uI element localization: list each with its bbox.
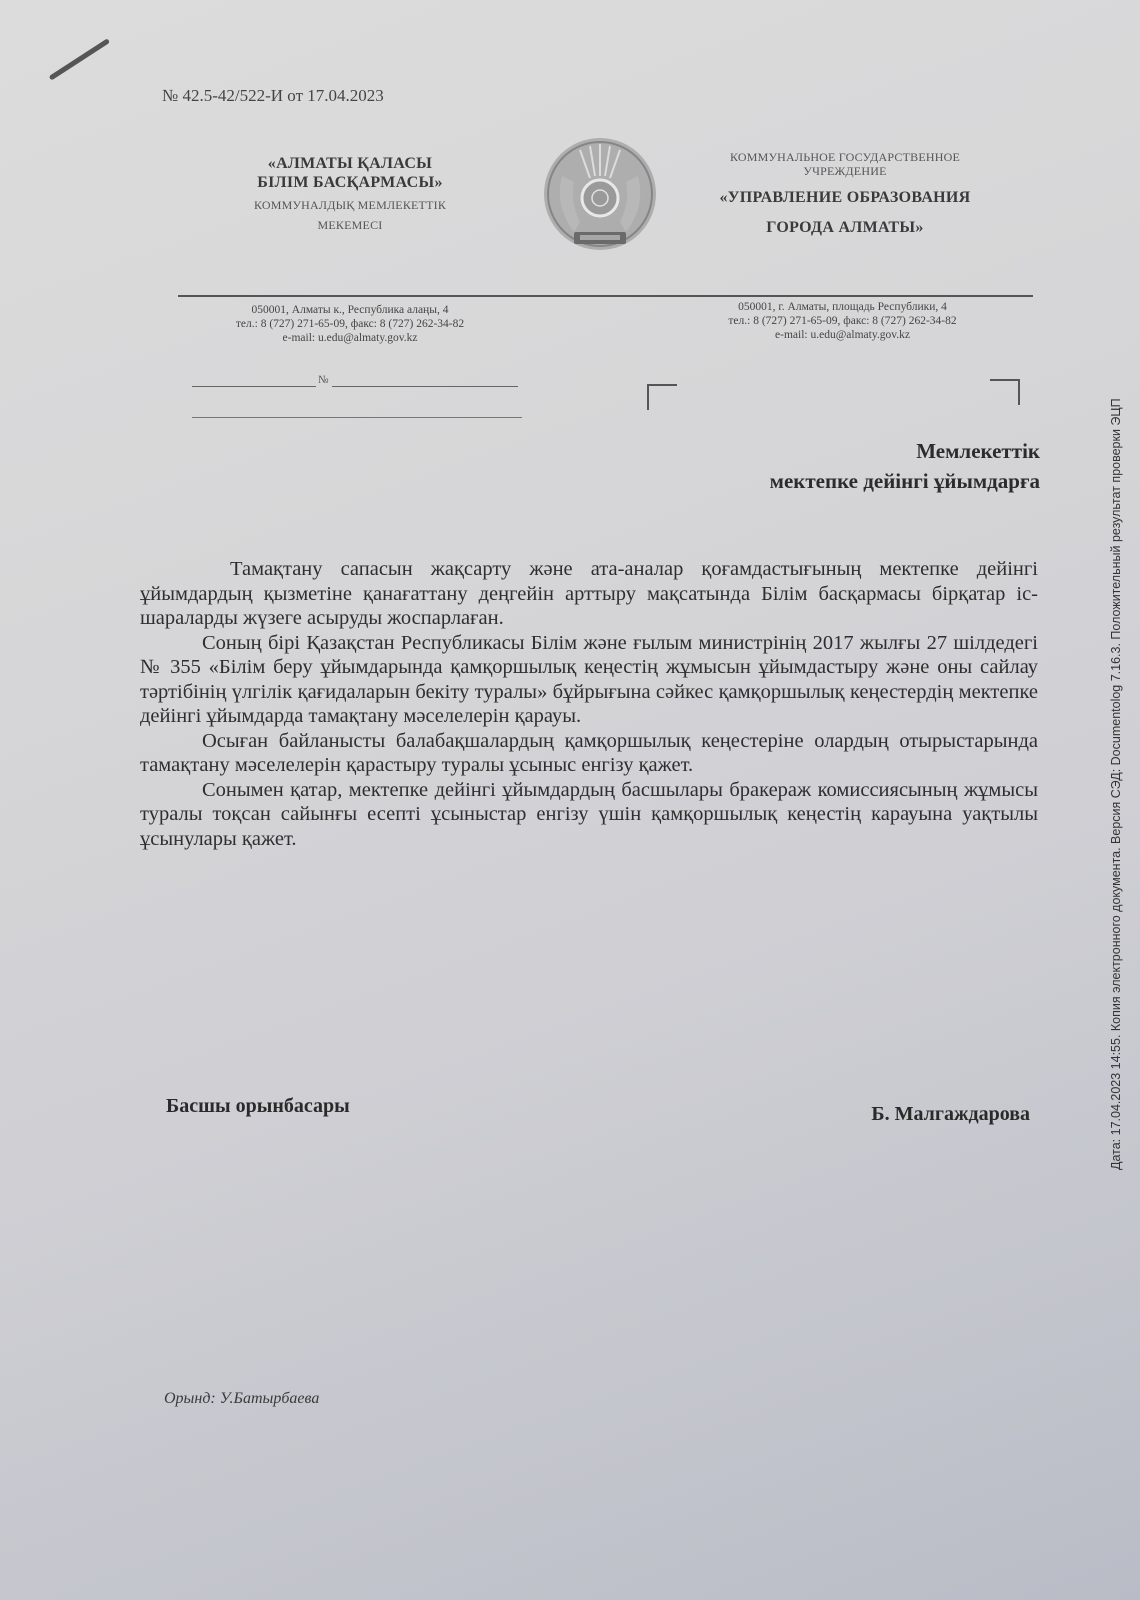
- letter-body: [140, 557, 1038, 851]
- address-block-kz: [195, 303, 505, 345]
- body-paragraph: Осыған байланысты балабақшалардың қамқоршылық кеңестеріне олардың отырыстарында тамақтану мәселелерін қарастыру туралы ұсыныс енгізу қажет.: [140, 729, 1038, 776]
- phone-kz: тел.: 8 (727) 271-65-09, факс: 8 (727) 262-34-82: [235, 318, 465, 330]
- address-corner-top-left: [647, 384, 677, 410]
- address-ru: 050001, г. Алматы, площадь Республики, 4: [738, 301, 947, 313]
- header-divider: [178, 295, 1033, 297]
- edms-verification-stamp: Дата: 17.04.2023 14:55. Копия электронного документа. Версия СЭД: Documentolog 7.16.3. Положительный результат проверки ЭЦП: [1109, 398, 1123, 1170]
- header-right-russian: [685, 150, 1005, 238]
- address-kz: 050001, Алматы к., Республика алаңы, 4: [251, 304, 449, 316]
- address-block-ru: [685, 300, 1000, 342]
- org-name-kz-line2: БІЛІМ БАСҚАРМАСЫ»: [257, 174, 443, 191]
- registration-number-label: №: [318, 374, 329, 386]
- registration-number-line: [192, 376, 522, 388]
- body-paragraph: Сонымен қатар, мектепке дейінгі ұйымдардың басшылары бракераж комиссиясының жұмысы туралы тоқсан сайынғы есепті ұсыныстар енгізу үшін қамқоршылық кеңестің карауына уақтылы ұсынулары қажет.: [140, 778, 1038, 850]
- executor-note: Орынд: У.Батырбаева: [164, 1390, 320, 1407]
- document-reference-number: № 42.5-42/522-И от 17.04.2023: [162, 86, 384, 105]
- signatory-title: Басшы орынбасары: [166, 1095, 350, 1117]
- org-type-ru-line1: КОММУНАЛЬНОЕ ГОСУДАРСТВЕННОЕ: [729, 150, 961, 164]
- addressee: [770, 436, 1040, 496]
- org-type-kz-line2: МЕКЕМЕСІ: [317, 218, 383, 232]
- registration-number-blank: [332, 386, 518, 387]
- phone-ru: тел.: 8 (727) 271-65-09, факс: 8 (727) 262-34-82: [728, 315, 957, 327]
- body-paragraph: Соның бірі Қазақстан Республикасы Білім және ғылым министрінің 2017 жылғы 27 шілдедегі № 355 «Білім беру ұйымдарында қамқоршылық кеңестің жұмысын ұйымдастыру және оны сайлау тәртібінің үлгілік қағидаларын бекіту туралы» бұйрығына сәйкес қамқоршылық кеңестердің мектепке дейінгі ұйымдарда тамақтану мәселелерін қарауы.: [140, 631, 1038, 727]
- addressee-line1: Мемлекеттік: [916, 439, 1040, 463]
- header-left-kazakh: [205, 154, 495, 232]
- state-emblem-icon: [540, 136, 660, 258]
- address-corner-top-right: [990, 379, 1020, 405]
- org-name-ru-line2: ГОРОДА АЛМАТЫ»: [766, 219, 924, 236]
- body-paragraph: Тамақтану сапасын жақсарту және ата-аналар қоғамдастығының мектепке дейінгі ұйымдардың қызметіне қанағаттану деңгейін арттыру мақсатында Білім басқармасы бірқатар іс-шараларды жүзеге асыруды жоспарлаған.: [140, 558, 1038, 629]
- signatory-name: Б. Малгаждарова: [871, 1103, 1030, 1125]
- org-type-kz-line1: КОММУНАЛДЫҚ МЕМЛЕКЕТТІК: [253, 198, 447, 212]
- org-name-kz-line1: «АЛМАТЫ ҚАЛАСЫ: [267, 155, 433, 172]
- registration-date-blank: [192, 386, 316, 387]
- email-ru: e-mail: u.edu@almaty.gov.kz: [775, 329, 910, 341]
- registration-extra-blank: [192, 417, 522, 418]
- org-name-ru-line1: «УПРАВЛЕНИЕ ОБРАЗОВАНИЯ: [719, 189, 971, 206]
- paper-clip-shadow: [49, 38, 110, 80]
- addressee-line2: мектепке дейінгі ұйымдарға: [769, 469, 1040, 493]
- email-kz: e-mail: u.edu@almaty.gov.kz: [282, 332, 418, 344]
- org-type-ru-line2: УЧРЕЖДЕНИЕ: [803, 164, 887, 178]
